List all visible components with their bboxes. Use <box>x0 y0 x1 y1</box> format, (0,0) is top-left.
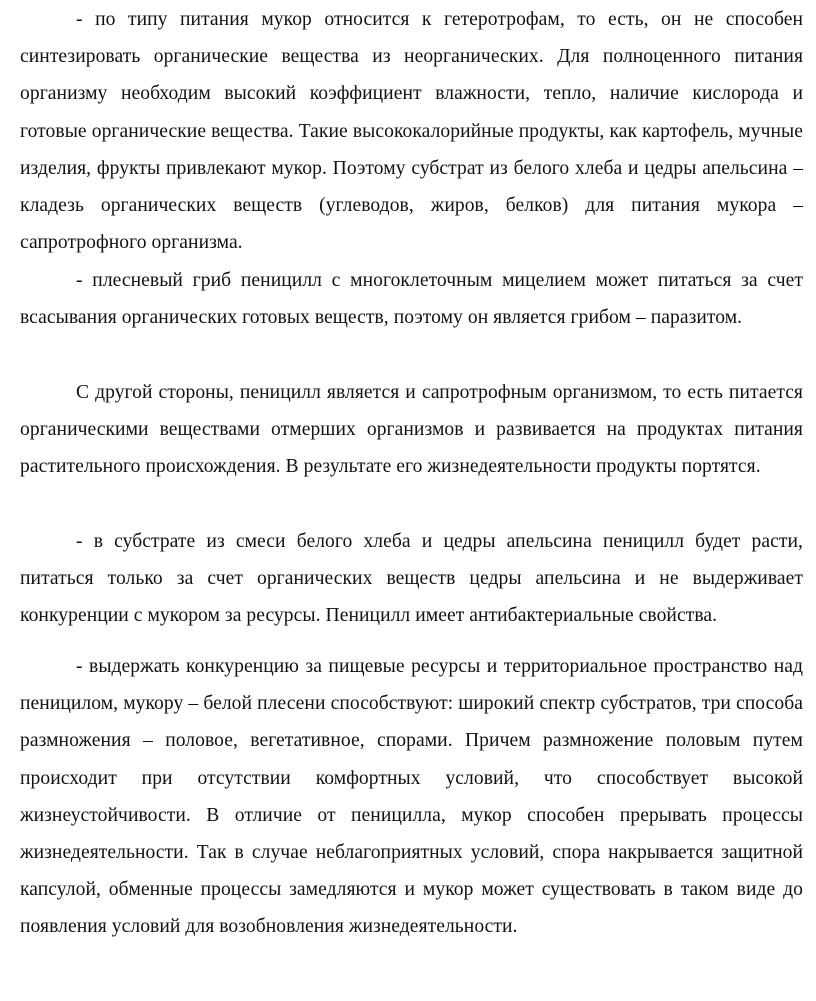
paragraph-substrate-competition: - в субстрате из смеси белого хлеба и цедры апельсина пеницилл будет расти, питаться только за счет органических веществ цедры апельсина и не выдерживает конкуренции с мукором за ресурсы. Пеницилл имеет антибактериальные свойства. <box>20 531 803 627</box>
paragraph-mucor-nutrition: - по типу питания мукор относится к гетеротрофам, то есть, он не способен синтезировать органические вещества из неорганических. Для полноценного питания организму необходим высокий коэффициент влажности, тепло, наличие кислорода и готовые органические вещества. Такие высококалорийные продукты, как картофель, мучные изделия, фрукты привлекают мукор. Поэтому субстрат из белого хлеба и цедры апельсина – кладезь органических веществ (углеводов, жиров, белков) для питания мукора – сапротрофного организма. <box>20 9 803 254</box>
paragraph-penicillium-parasite: - плесневый гриб пеницилл с многоклеточным мицелием может питаться за счет всасывания органических готовых веществ, поэтому он является грибом – паразитом. <box>20 270 803 329</box>
paragraph-mucor-advantages: - выдержать конкуренцию за пищевые ресурсы и территориальное пространство над пеницилом, мукору – белой плесени способствуют: широкий спектр субстратов, три способа размножения – половое, вегетативное, спорами. Причем размножение половым путем происходит при отсутствии комфортных условий, что способствует высокой жизнеустойчивости. В отличие от пеницилла, мукор способен прерывать процессы жизнедеятельности. Так в случае неблагоприятных условий, спора накрывается защитной капсулой, обменные процессы замедляются и мукор может существовать в таком виде до появления условий для возобновления жизнедеятельности. <box>20 656 803 938</box>
paragraph-penicillium-saprotroph: С другой стороны, пеницилл является и сапротрофным организмом, то есть питается органическими веществами отмерших организмов и развивается на продуктах питания растительного происхождения. В результате его жизнедеятельности продукты портятся. <box>20 382 803 478</box>
